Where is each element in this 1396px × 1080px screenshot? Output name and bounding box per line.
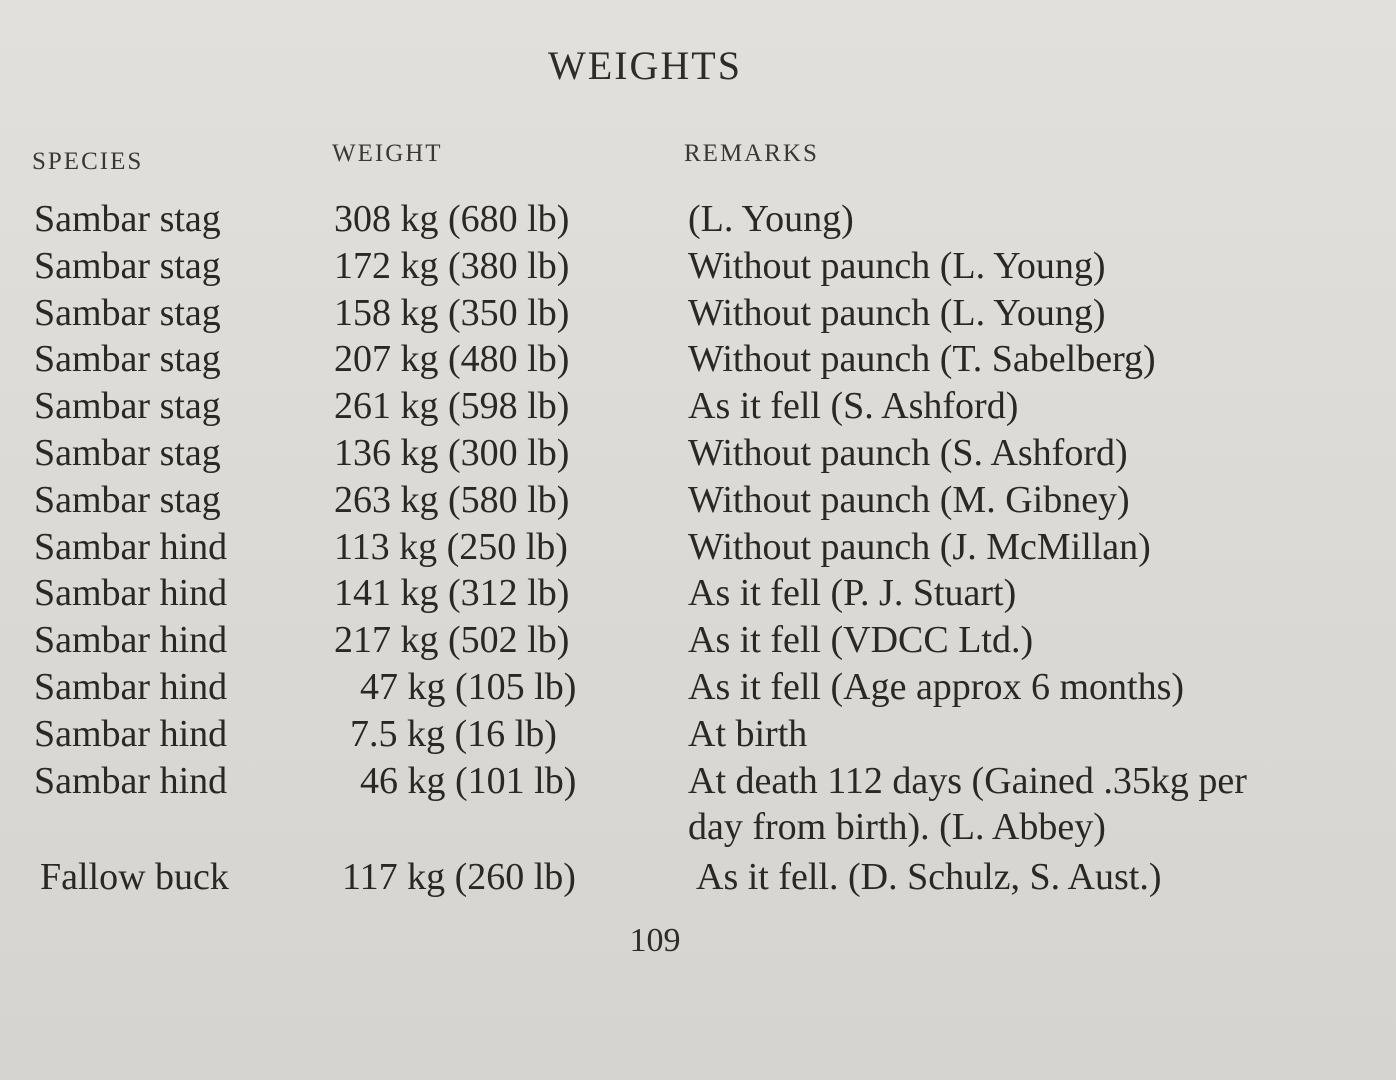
weight-cell: 7.5 kg (16 lb) [350, 712, 557, 755]
remarks-cell: As it fell. (D. Schulz, S. Aust.) [696, 855, 1162, 898]
remarks-cell: As it fell (S. Ashford) [688, 385, 1019, 428]
table-row [0, 336, 1396, 383]
remarks-cell: At death 112 days (Gained .35kg per day from birth). (L. Abbey) [688, 759, 1247, 848]
remarks-cell: Without paunch (L. Young) [688, 244, 1106, 287]
species-cell: Sambar hind [34, 759, 228, 802]
table-row [0, 477, 1396, 524]
species-cell: Fallow buck [40, 855, 229, 898]
species-cell: Sambar stag [34, 385, 221, 428]
column-header-weight: WEIGHT [332, 140, 443, 167]
weights-table [0, 196, 1396, 900]
weight-cell: 308 kg (680 lb) [334, 198, 570, 240]
species-cell: Sambar hind [34, 665, 228, 708]
weight-cell: 113 kg (250 lb) [334, 525, 568, 568]
table-row [0, 383, 1396, 430]
page-number: 109 [629, 922, 681, 959]
species-cell: Sambar stag [34, 244, 221, 287]
remarks-cell: As it fell (VDCC Ltd.) [688, 619, 1034, 662]
remarks-cell: Without paunch (T. Sabelberg) [688, 338, 1156, 381]
weight-cell: 117 kg (260 lb) [342, 855, 576, 898]
weight-cell: 47 kg (105 lb) [360, 665, 577, 708]
table-row [0, 758, 1396, 854]
table-row [0, 617, 1396, 664]
species-cell: Sambar hind [34, 525, 228, 568]
table-row [0, 243, 1396, 290]
remarks-cell: As it fell (Age approx 6 months) [688, 665, 1185, 708]
remarks-cell: Without paunch (J. McMillan) [688, 525, 1151, 568]
species-cell: Sambar stag [34, 478, 221, 521]
weight-cell: 217 kg (502 lb) [334, 619, 570, 662]
weight-cell: 207 kg (480 lb) [334, 338, 570, 381]
species-cell: Sambar hind [34, 619, 228, 662]
page-title: WEIGHTS [548, 43, 742, 88]
species-cell: Sambar stag [34, 431, 221, 474]
weight-cell: 136 kg (300 lb) [334, 431, 570, 474]
species-cell: Sambar stag [34, 291, 221, 334]
remarks-cell: Without paunch (L. Young) [688, 291, 1106, 334]
species-cell: Sambar hind [34, 712, 228, 755]
weight-cell: 141 kg (312 lb) [334, 572, 570, 615]
weight-cell: 172 kg (380 lb) [334, 244, 570, 287]
table-row [0, 854, 1396, 901]
table-row [0, 524, 1396, 571]
species-cell: Sambar stag [34, 338, 221, 381]
remarks-cell: Without paunch (S. Ashford) [688, 431, 1128, 474]
remarks-cell: Without paunch (M. Gibney) [688, 478, 1130, 521]
remarks-cell: At birth [688, 712, 808, 755]
weight-cell: 261 kg (598 lb) [334, 385, 570, 428]
weight-cell: 46 kg (101 lb) [360, 759, 577, 802]
species-cell: Sambar hind [34, 572, 228, 615]
table-row [0, 711, 1396, 758]
column-header-remarks: REMARKS [684, 140, 819, 167]
column-header-species: SPECIES [32, 148, 144, 175]
remarks-cell: As it fell (P. J. Stuart) [688, 572, 1017, 615]
table-row [0, 664, 1396, 711]
weight-cell: 158 kg (350 lb) [334, 291, 570, 334]
species-cell: Sambar stag [34, 198, 221, 240]
table-row [0, 570, 1396, 617]
table-row [0, 196, 1396, 243]
remarks-cell: (L. Young) [688, 198, 854, 240]
table-row [0, 290, 1396, 337]
weight-cell: 263 kg (580 lb) [334, 478, 570, 521]
table-row [0, 430, 1396, 477]
